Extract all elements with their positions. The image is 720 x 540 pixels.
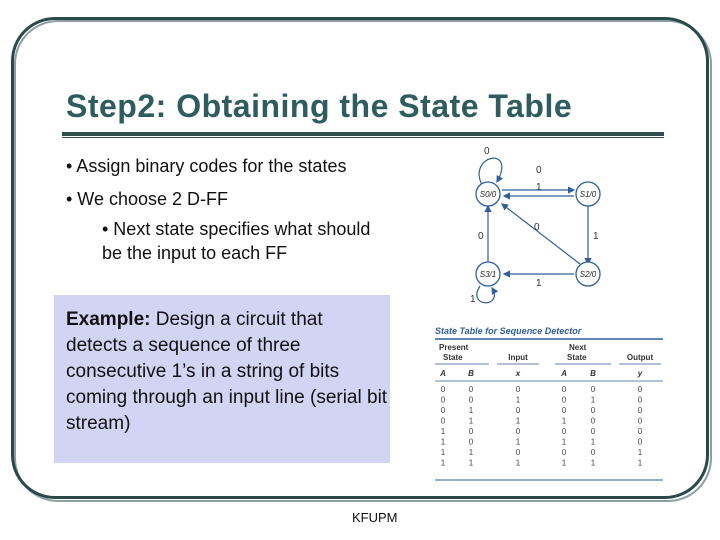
table-cell: 0 [637, 406, 643, 415]
table-cell: 0 [561, 406, 567, 415]
table-cell: 0 [590, 448, 596, 457]
example-label: Example: [66, 309, 151, 330]
label-s2-s0: 0 [534, 222, 540, 233]
state-table-title: State Table for Sequence Detector [435, 326, 582, 336]
state-s1 [576, 182, 600, 206]
header-input: Input [508, 353, 528, 362]
table-cell: 1 [440, 458, 446, 468]
table-cell: 1 [590, 437, 596, 447]
table-cell: 1 [515, 458, 521, 468]
table-cell: 1 [515, 416, 521, 426]
state-s0 [476, 182, 500, 206]
column-header: B [468, 369, 474, 378]
label-s1-s0: 0 [536, 165, 542, 176]
label-s1-s2: 1 [593, 231, 599, 242]
header-output: Output [626, 353, 654, 362]
table-cell: 1 [515, 395, 521, 405]
table-cell: 0 [515, 448, 521, 457]
table-cell: 0 [561, 448, 567, 457]
state-s1-label: S1/0 [579, 190, 597, 199]
example-text [66, 307, 388, 437]
header-present-state: State [443, 353, 463, 362]
table-cell: 0 [561, 427, 567, 436]
table-cell: 0 [637, 427, 643, 436]
table-cell: 0 [440, 406, 446, 415]
table-cell: 1 [515, 437, 521, 447]
table-cell: 1 [468, 416, 474, 426]
example-body: Design a circuit that detects a sequence of three consecutive 1’s in a string of bits coming through an input line (serial bit stream) [66, 309, 388, 434]
table-cell: 1 [590, 395, 596, 405]
table-cell: 0 [440, 416, 446, 426]
label-s0-s1: 1 [536, 182, 542, 193]
table-cell: 0 [515, 385, 521, 394]
header-next-state: State [567, 353, 587, 362]
state-s2 [576, 262, 600, 286]
bullet-assign-codes: • Assign binary codes for the states [66, 156, 347, 176]
table-cell: 0 [637, 395, 643, 405]
sub-bullet-next-state-cont: be the input to each FF [102, 243, 288, 263]
table-cell: 0 [590, 416, 596, 426]
label-loop-s3: 1 [470, 294, 476, 305]
self-loop-s0 [479, 158, 502, 185]
self-loop-s3 [477, 286, 495, 303]
column-header: B [590, 369, 596, 378]
table-cell: 1 [468, 448, 474, 457]
state-s2-label: S2/0 [579, 270, 597, 279]
column-header: A [561, 369, 567, 378]
table-cell: 0 [590, 385, 596, 394]
table-cell: 0 [468, 385, 474, 394]
title-rule [62, 132, 664, 136]
label-s2-s3: 1 [536, 278, 542, 289]
table-cell: 0 [637, 416, 643, 426]
footer-kfupm: KFUPM [352, 510, 398, 525]
table-cell: 0 [561, 395, 567, 405]
table-cell: 0 [637, 385, 643, 394]
table-cell: 1 [468, 458, 474, 468]
table-cell: 0 [515, 427, 521, 436]
state-s3-label: S3/1 [479, 270, 497, 279]
table-cell: 1 [637, 458, 643, 468]
header-next: Next [569, 343, 587, 352]
table-cell: 0 [590, 406, 596, 415]
table-cell: 1 [440, 437, 446, 447]
table-cell: 1 [468, 406, 474, 415]
state-table [435, 337, 663, 485]
table-cell: 0 [515, 406, 521, 415]
table-cell: 0 [468, 395, 474, 405]
header-present: Present [439, 343, 469, 352]
table-cell: 1 [440, 448, 446, 457]
column-header: x [515, 369, 521, 378]
table-cell: 0 [440, 385, 446, 394]
table-cell: 0 [637, 437, 643, 447]
state-s0-label: S0/0 [479, 190, 497, 199]
table-cell: 1 [590, 458, 596, 468]
label-s3-s0: 0 [478, 231, 484, 242]
edge-s2-s0 [502, 204, 580, 264]
table-cell: 0 [440, 395, 446, 405]
table-cell: 1 [637, 448, 643, 457]
table-cell: 1 [561, 458, 567, 468]
table-cell: 1 [561, 437, 567, 447]
sub-bullet-next-state: • Next state specifies what should [102, 219, 371, 239]
label-loop-s0: 0 [484, 146, 490, 157]
bullet-choose-dff: • We choose 2 D-FF [66, 189, 229, 209]
state-s3 [476, 262, 500, 286]
table-cell: 0 [468, 437, 474, 447]
table-cell: 0 [468, 427, 474, 436]
slide-title: Step2: Obtaining the State Table [66, 88, 573, 124]
column-header: A [440, 369, 446, 378]
table-cell: 1 [440, 427, 446, 436]
state-diagram [462, 140, 612, 310]
column-header: y [637, 369, 643, 378]
table-cell: 0 [561, 385, 567, 394]
title-rule-thin [62, 137, 664, 138]
table-cell: 0 [590, 427, 596, 436]
table-cell: 1 [561, 416, 567, 426]
